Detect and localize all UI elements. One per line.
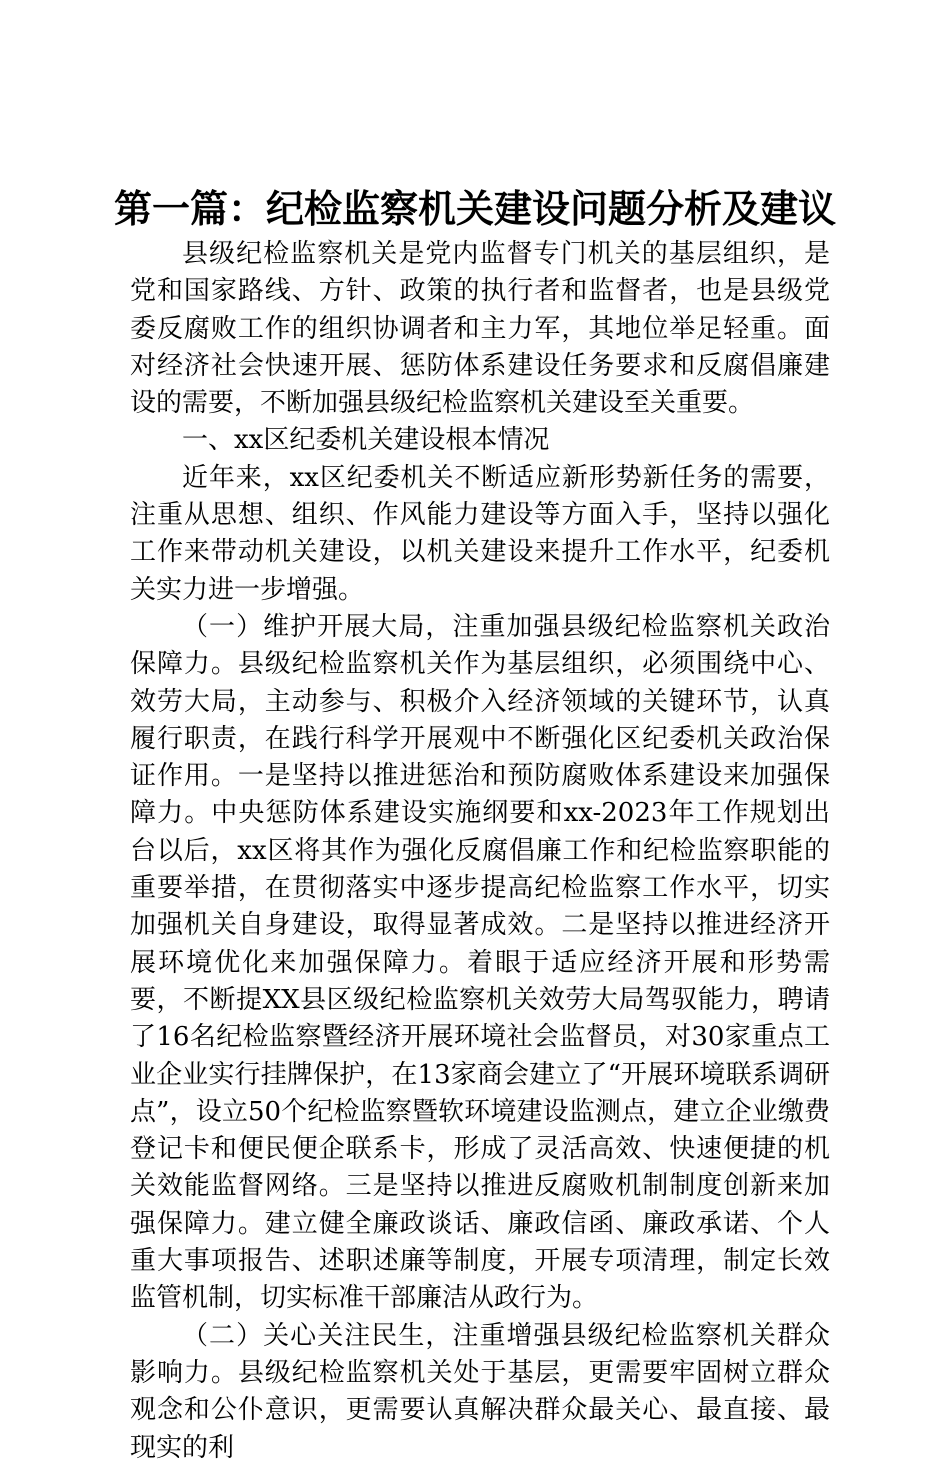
paragraph-intro: 县级纪检监察机关是党内监督专门机关的基层组织，是党和国家路线、方针、政策的执行者和监督者，也是县级党委反腐败工作的组织协调者和主力军，其地位举足轻重。面对经济社会快速开展、惩防体系建设任务要求和反腐倡廉建设的需要，不断加强县级纪检监察机关建设至关重要。 [130,239,830,419]
document-body [130,236,830,1467]
paragraph-people-livelihood: （二）关心关注民生，注重增强县级纪检监察机关群众影响力。县级纪检监察机关处于基层，更需要牢固树立群众观念和公仆意识，更需要认真解决群众最关心、最直接、最现实的利 [130,1320,830,1463]
paragraph-political-guarantee: （一）维护开展大局，注重加强县级纪检监察机关政治保障力。县级纪检监察机关作为基层组织，必须围绕中心、效劳大局，主动参与、积极介入经济领域的关键环节，认真履行职责，在践行科学开展观中不断强化区纪委机关政治保证作用。一是坚持以推进惩治和预防腐败体系建设来加强保障力。中央惩防体系建设实施纲要和xx-2023年工作规划出台以后，xx区将其作为强化反腐倡廉工作和纪检监察职能的重要举措，在贯彻落实中逐步提高纪检监察工作水平，切实加强机关自身建设，取得显著成效。二是坚持以推进经济开展环境优化来加强保障力。着眼于适应经济开展和形势需要，不断提XX县区级纪检监察机关效劳大局驾驭能力，聘请了16名纪检监察暨经济开展环境社会监督员，对30家重点工业企业实行挂牌保护，在13家商会建立了“开展环境联系调研点”，设立50个纪检监察暨软环境建设监测点，建立企业缴费登记卡和便民便企联系卡，形成了灵活高效、快速便捷的机关效能监督网络。三是坚持以推进反腐败机制制度创新来加强保障力。建立健全廉政谈话、廉政信函、廉政承诺、个人重大事项报告、述职述廉等制度，开展专项清理，制定长效监管机制，切实标准干部廉洁从政行为。 [130,611,830,1314]
document-title: 第一篇：纪检监察机关建设问题分析及建议 [113,186,836,231]
section-heading-1: 一、xx区纪委机关建设根本情况 [182,425,550,456]
paragraph-overview: 近年来，xx区纪委机关不断适应新形势新任务的需要，注重从思想、组织、作风能力建设等方面入手，坚持以强化工作来带动机关建设，以机关建设来提升工作水平，纪委机关实力进一步增强。 [130,462,830,605]
